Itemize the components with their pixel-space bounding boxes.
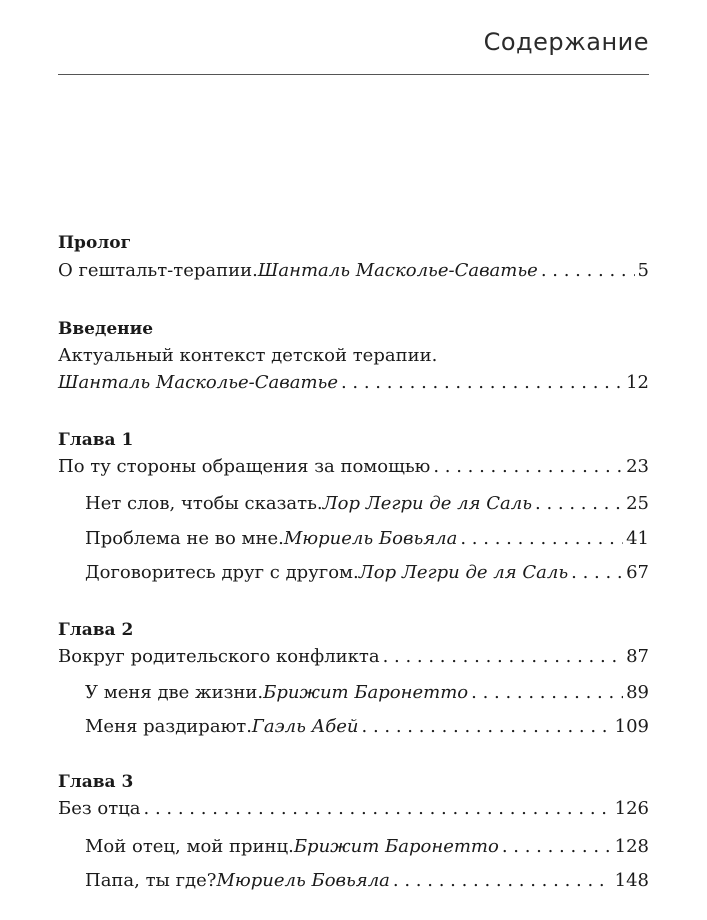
entry-title: Нет слов, чтобы сказать. [85, 493, 323, 514]
page-number: 25 [626, 493, 649, 514]
page-title: Содержание [483, 28, 649, 56]
entry-title: Вокруг родительского конфликта [58, 646, 380, 667]
entry-author: Шанталь Масколье-Саватье [58, 372, 338, 393]
page-number: 12 [626, 372, 649, 393]
page-number: 148 [614, 870, 649, 891]
entry-title: Проблема не во мне. [85, 528, 284, 549]
toc-entry-prolog[interactable] [58, 259, 649, 283]
entry-title: О гештальт-терапии. [58, 260, 258, 281]
entry-author: Брижит Баронетто [293, 836, 499, 857]
entry-author: Мюриель Бовьяла [216, 870, 390, 891]
dot-leader [502, 835, 612, 859]
toc-entry-chapter-3[interactable] [58, 797, 649, 821]
entry-title: Папа, ты где? [85, 870, 217, 891]
page-number: 67 [626, 562, 649, 583]
toc-subentry[interactable] [85, 715, 649, 739]
page-number: 41 [626, 528, 649, 549]
section-heading-chapter-3: Глава 3 [58, 772, 134, 792]
dot-leader [471, 681, 623, 705]
page-number: 89 [626, 682, 649, 703]
dot-leader [460, 527, 623, 551]
toc-subentry[interactable] [85, 492, 649, 516]
toc-entry-intro[interactable] [58, 371, 649, 395]
entry-author: Шанталь Масколье-Саватье [257, 260, 538, 281]
entry-title: Без отца [58, 798, 141, 819]
entry-author: Лор Легри де ля Саль [322, 493, 532, 514]
toc-subentry[interactable] [85, 561, 649, 585]
toc-entry-intro-title[interactable]: Актуальный контекст детской терапии. [58, 345, 438, 366]
dot-leader [383, 645, 624, 669]
toc-entry-chapter-2[interactable] [58, 645, 649, 669]
entry-author: Мюриель Бовьяла [283, 528, 458, 549]
page-number: 109 [614, 716, 649, 737]
dot-leader [541, 259, 635, 283]
dot-leader [393, 869, 612, 893]
dot-leader [535, 492, 623, 516]
entry-title: Мой отец, мой принц. [85, 836, 294, 857]
toc-subentry[interactable] [85, 681, 649, 705]
entry-title: По ту стороны обращения за помощью [58, 456, 431, 477]
dot-leader [433, 455, 623, 479]
dot-leader [144, 797, 612, 821]
toc-subentry[interactable] [85, 869, 649, 893]
section-heading-chapter-2: Глава 2 [58, 620, 134, 640]
dot-leader [341, 371, 623, 395]
section-heading-intro: Введение [58, 319, 154, 339]
dot-leader [571, 561, 623, 585]
page-number: 5 [637, 260, 649, 281]
header-divider [58, 74, 649, 75]
entry-author: Лор Легри де ля Саль [358, 562, 569, 583]
entry-title: Меня раздирают. [85, 716, 252, 737]
page-number: 23 [626, 456, 649, 477]
entry-title: У меня две жизни. [85, 682, 264, 703]
toc-entry-chapter-1[interactable] [58, 455, 649, 479]
dot-leader [362, 715, 612, 739]
entry-author: Гаэль Абей [251, 716, 359, 737]
section-heading-chapter-1: Глава 1 [58, 430, 134, 450]
entry-author: Брижит Баронетто [263, 682, 469, 703]
page-number: 126 [614, 798, 649, 819]
toc-subentry[interactable] [85, 527, 649, 551]
section-heading-prolog: Пролог [58, 233, 132, 253]
toc-subentry[interactable] [85, 835, 649, 859]
entry-title: Договоритесь друг с другом. [85, 562, 359, 583]
page-number: 128 [614, 836, 649, 857]
page-number: 87 [626, 646, 649, 667]
